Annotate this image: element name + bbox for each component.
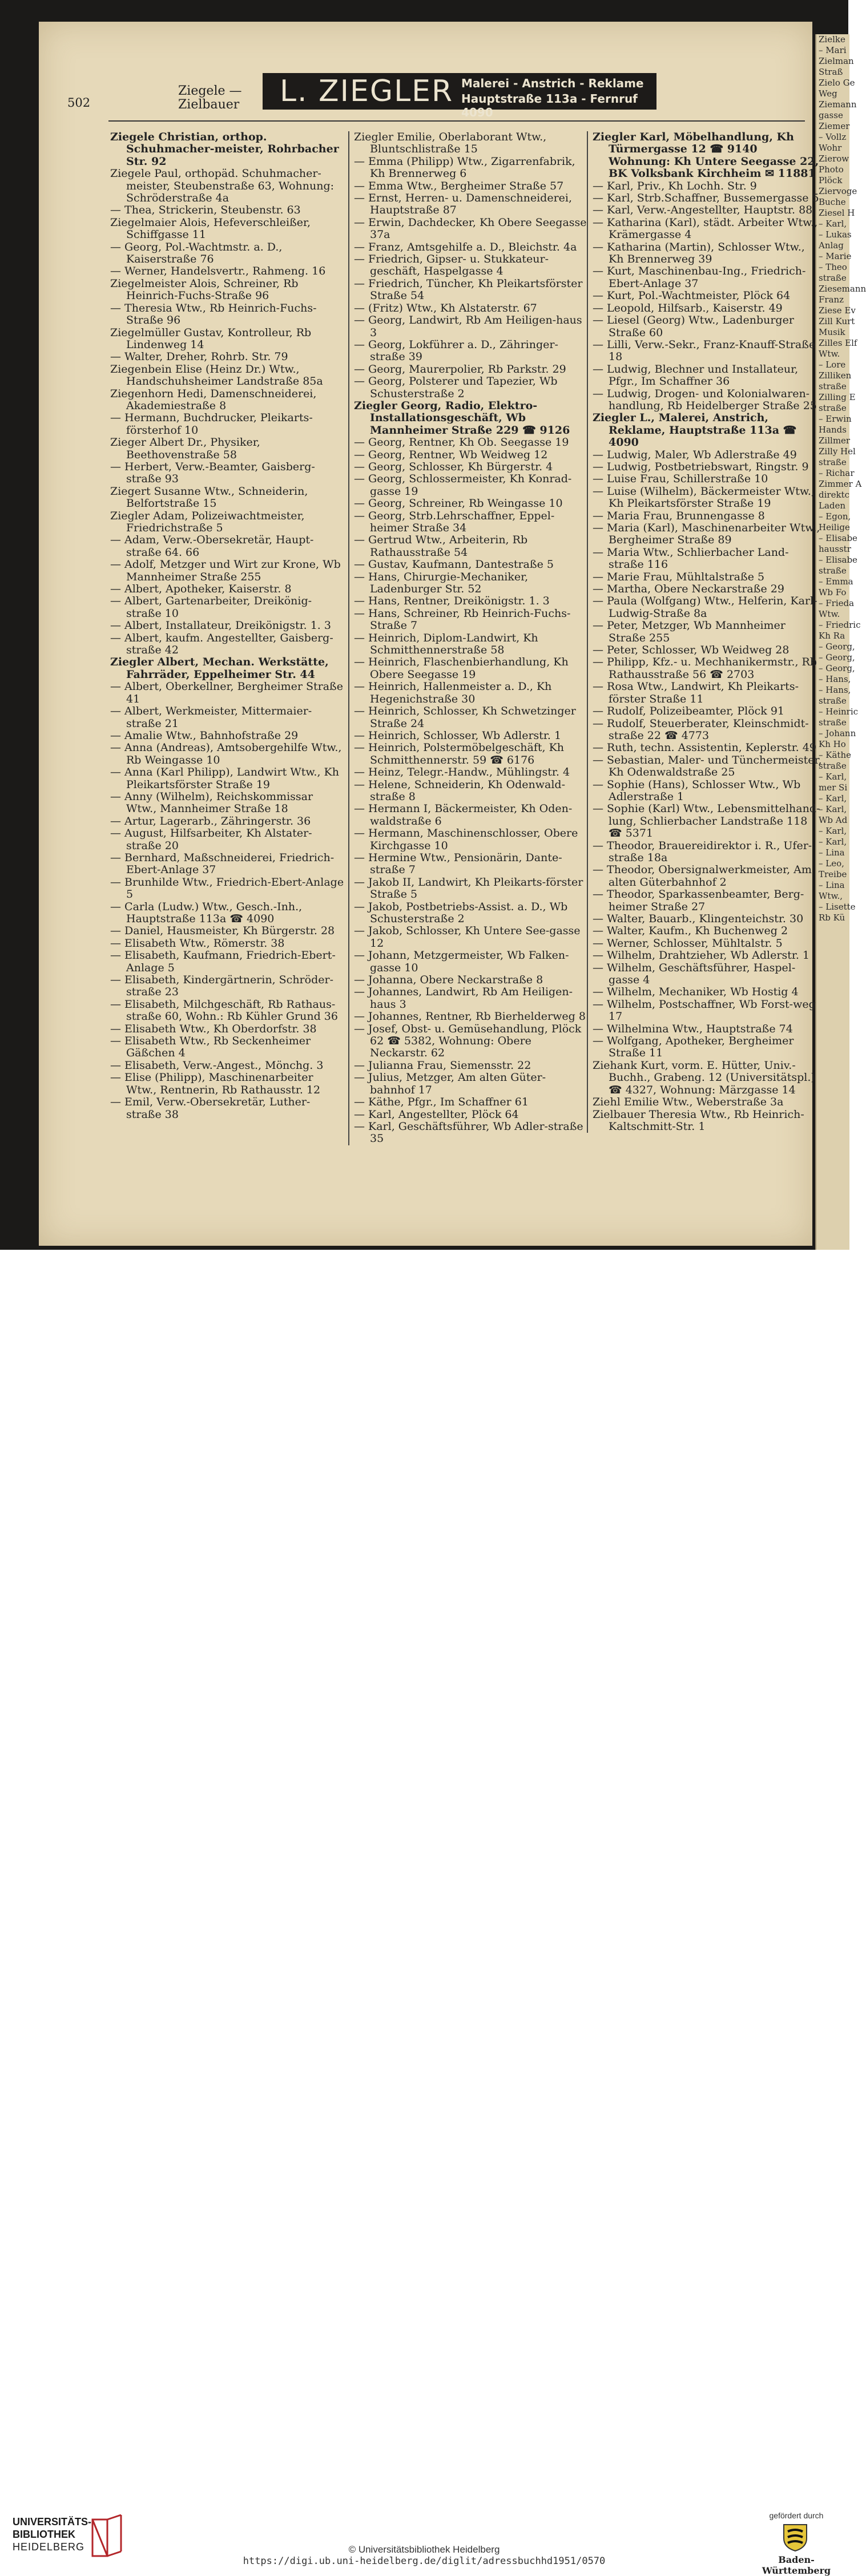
directory-entry: — Georg, Landwirt, Rb Am Heiligen-haus 3 bbox=[354, 314, 582, 339]
directory-entry: — Elisabeth, Verw.-Angest., Mönchg. 3 bbox=[110, 1059, 324, 1072]
next-page-fragment: Ziemann bbox=[819, 99, 857, 110]
directory-entry: — Julianna Frau, Siemensstr. 22 bbox=[354, 1059, 531, 1072]
next-page-fragment: straße bbox=[819, 761, 847, 771]
directory-entry: — Elisabeth Wtw., Rb Seckenheimer Gäßchen 4 bbox=[110, 1035, 311, 1060]
directory-entry: — Heinz, Telegr.-Handw., Mühlingstr. 4 bbox=[354, 766, 570, 779]
next-page-fragment: – Vollz bbox=[819, 132, 847, 142]
directory-entry: — Ruth, techn. Assistentin, Keplerstr. 49 bbox=[593, 741, 816, 754]
directory-entry: — Hermine Wtw., Pensionärin, Dante-straße 7 bbox=[354, 851, 562, 877]
directory-entry: Zielbauer Theresia Wtw., Rb Heinrich-Kaltschmitt-Str. 1 bbox=[593, 1108, 804, 1133]
next-page-fragment: – Lisette bbox=[819, 902, 856, 912]
directory-entry: — Georg, Lokführer a. D., Zähringer-straße 39 bbox=[354, 338, 558, 364]
directory-entry: — Emil, Verw.-Obersekretär, Luther-straße 38 bbox=[110, 1096, 311, 1121]
directory-entry: Ziegenbein Elise (Heinz Dr.) Wtw., Handschuhsheimer Landstraße 85a bbox=[110, 362, 323, 388]
copyright-notice: © Universitätsbibliothek Heidelberg bbox=[348, 2544, 500, 2555]
directory-entry: — Helene, Schneiderin, Kh Odenwald-straße 8 bbox=[354, 778, 566, 803]
next-page-fragment: Zilliken bbox=[819, 370, 852, 381]
directory-entry: — Albert, Werkmeister, Mittermaier-straße 21 bbox=[110, 705, 312, 730]
directory-entry: — Wilhelm, Postschaffner, Wb Forst-weg 17 bbox=[593, 998, 816, 1023]
directory-entry: — Wilhelm, Drahtzieher, Wb Adlerstr. 1 bbox=[593, 949, 810, 962]
footer bbox=[0, 1250, 848, 2576]
directory-entry: — Albert, Apotheker, Kaiserstr. 8 bbox=[110, 583, 292, 596]
library-name-line-3: HEIDELBERG bbox=[13, 2541, 85, 2553]
directory-entry: — Anny (Wilhelm), Reichskommissar Wtw., Mannheimer Straße 18 bbox=[110, 790, 313, 815]
next-page-fragment: Photo bbox=[819, 164, 844, 175]
directory-entry: — Wilhelmina Wtw., Hauptstraße 74 bbox=[593, 1022, 793, 1035]
next-page-fragment: Wb Fo bbox=[819, 587, 847, 597]
ad-address-phone: Hauptstraße 113a - Fernruf 4090 bbox=[461, 92, 638, 119]
directory-entry: — Adolf, Metzger und Wirt zur Krone, Wb Mannheimer Straße 255 bbox=[110, 558, 341, 583]
directory-entry: — Paula (Wolfgang) Wtw., Helferin, Karl-Ludwig-Straße 8a bbox=[593, 595, 817, 620]
column-1 bbox=[110, 131, 344, 1121]
next-page-fragment: – Karl, bbox=[819, 219, 847, 229]
directory-entry: — Theresia Wtw., Rb Heinrich-Fuchs-Straße 96 bbox=[110, 301, 317, 327]
directory-entry: — Kurt, Pol.-Wachtmeister, Plöck 64 bbox=[593, 289, 791, 302]
directory-entry: — Katharina (Martin), Schlosser Wtw., Kh Brennerweg 39 bbox=[593, 240, 805, 266]
next-page-fragment: straße bbox=[819, 381, 847, 391]
directory-entry: — Franz, Amtsgehilfe a. D., Bleichstr. 4a bbox=[354, 240, 577, 253]
next-page-fragment: direktc bbox=[819, 490, 849, 500]
directory-entry: — Wilhelm, Mechaniker, Wb Hostig 4 bbox=[593, 986, 799, 999]
directory-entry: — Rudolf, Steuerberater, Kleinschmidt-straße 22 ☎ 4773 bbox=[593, 717, 809, 742]
directory-entry: — Theodor, Brauereidirektor i. R., Ufer-straße 18a bbox=[593, 839, 812, 864]
directory-entry: — Jakob II, Landwirt, Kh Pleikarts-förster Straße 5 bbox=[354, 875, 583, 901]
next-page-fragment: – Lina bbox=[819, 847, 845, 858]
next-page-fragment: Wtw., bbox=[819, 891, 843, 901]
directory-entry: — Maria (Karl), Maschinenarbeiter Wtw., Bergheimer Straße 89 bbox=[593, 522, 820, 547]
source-url[interactable]: https://digi.ub.uni-heidelberg.de/diglit/adressbuchhd1951/0570 bbox=[243, 2555, 606, 2567]
ad-company-name: L. ZIEGLER bbox=[280, 74, 454, 108]
directory-entry: — Julius, Metzger, Am alten Güter-bahnhof 17 bbox=[354, 1071, 546, 1096]
directory-entry: — Walter, Bauarb., Klingenteichstr. 30 bbox=[593, 912, 804, 925]
next-page-fragment: – Karl, bbox=[819, 793, 847, 804]
directory-entry: — Johanna, Obere Neckarstraße 8 bbox=[354, 974, 543, 987]
directory-entry: — Daniel, Hausmeister, Kh Bürgerstr. 28 bbox=[110, 924, 335, 938]
next-page-fragment: – Richar bbox=[819, 468, 855, 478]
directory-entry: — Hermann, Maschinenschlosser, Obere Kirchgasse 10 bbox=[354, 827, 578, 852]
directory-entry: — Leopold, Hilfsarb., Kaiserstr. 49 bbox=[593, 301, 783, 314]
next-page-fragment: – Hans, bbox=[819, 685, 851, 695]
directory-entry: — Friedrich, Gipser- u. Stukkateur-geschäft, Haspelgasse 4 bbox=[354, 253, 549, 278]
next-page-fragment: Zill Kurt bbox=[819, 316, 855, 326]
next-page-fragment: Straß bbox=[819, 67, 843, 77]
next-page-fragment: Franz bbox=[819, 294, 844, 305]
directory-entry: — Elisabeth Wtw., Römerstr. 38 bbox=[110, 936, 285, 950]
library-name-line-1: UNIVERSITÄTS- bbox=[13, 2516, 92, 2527]
next-page-fragment: Zilles Elf bbox=[819, 338, 857, 348]
directory-entry: — Maria Wtw., Schlierbacher Land-straße 116 bbox=[593, 546, 789, 571]
next-page-fragment: mer Si bbox=[819, 782, 848, 793]
column-3 bbox=[587, 131, 822, 1133]
next-page-fragment: Kh Ho bbox=[819, 739, 846, 749]
directory-entry: — Maria Frau, Brunnengasse 8 bbox=[593, 509, 765, 522]
directory-entry: — Heinrich, Schlosser, Wb Adlerstr. 1 bbox=[354, 729, 562, 742]
next-page-fragment: straße bbox=[819, 566, 847, 576]
directory-entry: — Karl, Verw.-Angestellter, Hauptstr. 88 bbox=[593, 204, 813, 217]
directory-entry: — Karl, Strb.Schaffner, Bussemergasse 5 bbox=[593, 192, 819, 205]
directory-entry: — Herbert, Verw.-Beamter, Gaisberg-straße 93 bbox=[110, 460, 315, 486]
directory-entry: — Elisabeth, Milchgeschäft, Rb Rathaus-straße 60, Wohn.: Rb Kühler Grund 36 bbox=[110, 998, 338, 1023]
next-page-fragment: Rb Kü bbox=[819, 912, 845, 923]
next-page-fragment: straße bbox=[819, 717, 847, 728]
next-page-fragment: Kh Ra bbox=[819, 631, 845, 641]
directory-entry: — Heinrich, Polstermöbelgeschäft, Kh Schmitthennerstr. 59 ☎ 6176 bbox=[354, 741, 565, 766]
directory-entry: Ziegler Albert, Mechan. Werkstätte, Fahrräder, Eppelheimer Str. 44 bbox=[110, 656, 329, 681]
next-page-fragment: Ziese Ev bbox=[819, 305, 856, 316]
directory-entry: — Karl, Geschäftsführer, Wb Adler-straße 35 bbox=[354, 1120, 583, 1145]
next-page-fragment: Zierow bbox=[819, 154, 849, 164]
directory-entry: Zieger Albert Dr., Physiker, Beethovenstraße 58 bbox=[110, 436, 260, 461]
directory-entry: — Gustav, Kaufmann, Dantestraße 5 bbox=[354, 558, 554, 571]
directory-entry: — Bernhard, Maßschneiderei, Friedrich-Ebert-Anlage 37 bbox=[110, 851, 335, 877]
directory-entry: — Friedrich, Tüncher, Kh Pleikartsförster Straße 54 bbox=[354, 277, 583, 302]
directory-entry: — Albert, Installateur, Dreikönigstr. 1. 3 bbox=[110, 619, 331, 632]
directory-entry: — Josef, Obst- u. Gemüsehandlung, Plöck 62 ☎ 5382, Wohnung: Obere Neckarstr. 62 bbox=[354, 1022, 582, 1060]
directory-entry: — Jakob, Schlosser, Kh Untere See-gasse 12 bbox=[354, 924, 581, 950]
directory-entry: — Peter, Schlosser, Wb Weidweg 28 bbox=[593, 644, 790, 657]
next-page-fragment: – Georg, bbox=[819, 652, 855, 663]
directory-entry: — Karl, Angestellter, Plöck 64 bbox=[354, 1108, 519, 1121]
ad-services: Malerei - Anstrich - Reklame bbox=[461, 76, 644, 90]
next-page-fragment: Hands bbox=[819, 425, 847, 435]
next-page-fragment: Zielman bbox=[819, 56, 854, 66]
directory-entry: — Georg, Schlosser, Kh Bürgerstr. 4 bbox=[354, 460, 553, 473]
directory-entry: — Elisabeth, Kaufmann, Friedrich-Ebert-Anlage 5 bbox=[110, 949, 336, 974]
directory-entry: — Georg, Rentner, Kh Ob. Seegasse 19 bbox=[354, 436, 569, 449]
next-page-fragment: Zilly Hel bbox=[819, 446, 856, 457]
next-page-fragment: – Lina bbox=[819, 880, 845, 890]
directory-entry: — Sophie (Karl) Wtw., Lebensmittelhand-lung, Schlierbacher Landstraße 118 ☎ 5371 bbox=[593, 802, 820, 840]
header-rule bbox=[108, 120, 805, 122]
directory-entry: Ziegler Adam, Polizeiwachtmeister, Friedrichstraße 5 bbox=[110, 509, 305, 534]
directory-entry: — Heinrich, Schlosser, Kh Schwetzinger Straße 24 bbox=[354, 705, 576, 730]
page-number: 502 bbox=[67, 96, 91, 110]
next-page-fragment: Plöck bbox=[819, 175, 843, 185]
next-page-fragment: Zielo Ge bbox=[819, 78, 855, 88]
directory-entry: — Peter, Metzger, Wb Mannheimer Straße 255 bbox=[593, 619, 786, 644]
next-page-fragment: – Frieda bbox=[819, 598, 855, 608]
directory-entry: — Jakob, Postbetriebs-Assist. a. D., Wb Schusterstraße 2 bbox=[354, 900, 568, 925]
directory-entry: — Hans, Schreiner, Rb Heinrich-Fuchs-Straße 7 bbox=[354, 607, 571, 632]
directory-entry: — Liesel (Georg) Wtw., Ladenburger Straße 60 bbox=[593, 314, 794, 339]
directory-entry: — Georg, Maurerpolier, Rb Parkstr. 29 bbox=[354, 362, 566, 376]
directory-entry: — Wilhelm, Geschäftsführer, Haspel-gasse 4 bbox=[593, 961, 796, 987]
next-page-fragment: Weg bbox=[819, 88, 837, 99]
next-page-fragment: – Karl, bbox=[819, 826, 847, 836]
directory-entry: Ziegelmaier Alois, Hefeverschleißer, Schiffgasse 11 bbox=[110, 216, 311, 241]
directory-entry: — Heinrich, Hallenmeister a. D., Kh Hegenichstraße 30 bbox=[354, 680, 552, 705]
directory-entry: Ziegele Christian, orthop. Schuhmacher-meister, Rohrbacher Str. 92 bbox=[110, 131, 339, 168]
directory-entry: — Lilli, Verw.-Sekr., Franz-Knauff-Straße 18 bbox=[593, 338, 816, 364]
directory-entry: — Elisabeth, Kindergärtnerin, Schröder-straße 23 bbox=[110, 974, 333, 999]
header-advertisement bbox=[263, 73, 656, 119]
directory-entry: — Amalie Wtw., Bahnhofstraße 29 bbox=[110, 729, 299, 742]
directory-entry: — Emma Wtw., Bergheimer Straße 57 bbox=[354, 179, 564, 192]
directory-entry: — Sebastian, Maler- und Tünchermeister, Kh Odenwaldstraße 25 bbox=[593, 753, 822, 779]
directory-entry: — Werner, Handelsvertr., Rahmeng. 16 bbox=[110, 265, 326, 278]
directory-entry: — Albert, Oberkellner, Bergheimer Straße 41 bbox=[110, 680, 343, 705]
next-page-fragment: – Lukas bbox=[819, 229, 852, 240]
next-page-fragment: – Friedric bbox=[819, 620, 861, 630]
next-page-fragment: Wohr bbox=[819, 143, 842, 153]
next-page-fragment: Zilling E bbox=[819, 392, 856, 402]
directory-entry: — Artur, Lagerarb., Zähringerstr. 36 bbox=[110, 814, 311, 827]
directory-entry: Ziegele Paul, orthopäd. Schuhmacher-meister, Steubenstraße 63, Wohnung: Schröderstraße 4a bbox=[110, 167, 335, 205]
directory-entry: — Theodor, Obersignalwerkmeister, Am alten Güterbahnhof 2 bbox=[593, 863, 812, 889]
directory-entry: — Emma (Philipp) Wtw., Zigarrenfabrik, Kh Brennerweg 6 bbox=[354, 155, 575, 180]
directory-entry: Ziegelmüller Gustav, Kontrolleur, Rb Lindenweg 14 bbox=[110, 326, 312, 351]
next-page-fragment: hausstr bbox=[819, 544, 851, 554]
directory-entry: — Gertrud Wtw., Arbeiterin, Rb Rathausstraße 54 bbox=[354, 534, 528, 559]
directory-entry: Ziegelmeister Alois, Schreiner, Rb Heinrich-Fuchs-Straße 96 bbox=[110, 277, 299, 302]
next-page-fragment: Heilige bbox=[819, 522, 850, 532]
next-page-fragment: Musik bbox=[819, 327, 845, 337]
next-page-fragment: – Georg, bbox=[819, 663, 855, 673]
directory-entry: — Ludwig, Postbetriebswart, Ringstr. 9 bbox=[593, 460, 809, 473]
head-word-first: Ziegele — bbox=[178, 84, 242, 98]
next-page-fragment: gasse bbox=[819, 110, 843, 120]
next-page-fragment: Treibe bbox=[819, 869, 847, 879]
state-crest-icon bbox=[781, 2522, 809, 2552]
next-page-fragment: Anlag bbox=[819, 240, 844, 251]
directory-entry: — Rudolf, Polizeibeamter, Plöck 91 bbox=[593, 705, 785, 718]
directory-entry: — Erwin, Dachdecker, Kh Obere Seegasse 37a bbox=[354, 216, 587, 241]
directory-entry: — Brunhilde Wtw., Friedrich-Ebert-Anlage 5 bbox=[110, 875, 344, 901]
next-page-fragment: Ziemer bbox=[819, 121, 850, 131]
library-name-line-2: BIBLIOTHEK bbox=[13, 2529, 75, 2540]
directory-entry: — August, Hilfsarbeiter, Kh Alstater-straße 20 bbox=[110, 827, 312, 852]
directory-entry: — Walter, Kaufm., Kh Buchenweg 2 bbox=[593, 924, 788, 938]
directory-entry: — Johannes, Rentner, Rb Bierhelderweg 8 bbox=[354, 1010, 586, 1023]
next-page-fragment: Zimmer A bbox=[819, 479, 862, 489]
next-page-fragment: Ziesel H bbox=[819, 208, 855, 218]
directory-entry: — Adam, Verw.-Obersekretär, Haupt-straße 64. 66 bbox=[110, 534, 314, 559]
next-page-fragment: – Emma bbox=[819, 576, 853, 587]
directory-entry: — Johannes, Landwirt, Rb Am Heiligen-haus 3 bbox=[354, 986, 573, 1011]
next-page-fragment: Zillmer bbox=[819, 435, 851, 446]
directory-entry: — Hermann I, Bäckermeister, Kh Oden-waldstraße 6 bbox=[354, 802, 573, 827]
funded-by-label: gefördert durch bbox=[769, 2511, 824, 2520]
next-page-fragment: – Mari bbox=[819, 45, 847, 55]
next-page-fragment: – Leo, bbox=[819, 858, 844, 869]
directory-entry: — Marie Frau, Mühltalstraße 5 bbox=[593, 570, 765, 583]
directory-entry: — Martha, Obere Neckarstraße 29 bbox=[593, 583, 784, 596]
directory-entry: — Philipp, Kfz.- u. Mechhanikermstr., Rb Rathausstraße 56 ☎ 2703 bbox=[593, 656, 817, 681]
head-word-last: Zielbauer bbox=[178, 98, 240, 112]
directory-entry: Ziegert Susanne Wtw., Schneiderin, Belfortstraße 15 bbox=[110, 484, 308, 510]
next-page-fragment: – Erwin bbox=[819, 414, 852, 424]
directory-entry: — (Fritz) Wtw., Kh Alstaterstr. 67 bbox=[354, 301, 537, 314]
directory-entry: — Luise Frau, Schillerstraße 10 bbox=[593, 473, 768, 486]
next-page-fragment: Wtw. bbox=[819, 609, 840, 619]
directory-entry: — Kurt, Maschinenbau-Ing., Friedrich-Ebert-Anlage 37 bbox=[593, 265, 806, 290]
directory-entry: — Anna (Andreas), Amtsobergehilfe Wtw., Rb Weingasse 10 bbox=[110, 741, 342, 766]
next-page-fragment: – Karl, bbox=[819, 804, 847, 814]
directory-entry: — Georg, Pol.-Wachtmstr. a. D., Kaiserstraße 76 bbox=[110, 240, 283, 266]
next-page-fragment: Wb Ad bbox=[819, 815, 848, 825]
directory-entry: — Rosa Wtw., Landwirt, Kh Pleikarts-förster Straße 11 bbox=[593, 680, 799, 705]
next-page-fragment: – Marie bbox=[819, 251, 852, 261]
directory-entry: — Hans, Chirurgie-Mechaniker, Ladenburger Str. 52 bbox=[354, 570, 529, 596]
next-page-fragment: – Hans, bbox=[819, 674, 851, 684]
directory-entry: — Elise (Philipp), Maschinenarbeiter Wtw., Rentnerin, Rb Rathausstr. 12 bbox=[110, 1071, 321, 1096]
next-page-fragment: – Egon, bbox=[819, 511, 851, 522]
next-page-fragment: – Käthe bbox=[819, 750, 851, 760]
state-label: Baden-Württemberg bbox=[762, 2554, 831, 2576]
next-page-fragment: Laden bbox=[819, 500, 846, 511]
next-page-fragment: – Georg, bbox=[819, 641, 855, 652]
directory-entry: — Georg, Schlossermeister, Kh Konrad-gasse 19 bbox=[354, 473, 572, 498]
directory-entry: — Theodor, Sparkassenbeamter, Berg-heimer Straße 27 bbox=[593, 888, 804, 913]
directory-entry: — Albert, Gartenarbeiter, Dreikönig-straße 10 bbox=[110, 595, 312, 620]
directory-entry: — Georg, Polsterer und Tapezier, Wb Schusterstraße 2 bbox=[354, 375, 558, 400]
directory-entry: — Käthe, Pfgr., Im Schaffner 61 bbox=[354, 1096, 529, 1109]
directory-entry: — Wolfgang, Apotheker, Bergheimer Straße 11 bbox=[593, 1035, 794, 1060]
directory-entry: Ziehl Emilie Wtw., Weberstraße 3a bbox=[593, 1096, 784, 1109]
next-page-fragment: – Elisabe bbox=[819, 555, 857, 565]
directory-entry: — Werner, Schlosser, Mühltalstr. 5 bbox=[593, 936, 783, 950]
directory-entry: — Ludwig, Blechner und Installateur, Pfgr., Im Schaffner 36 bbox=[593, 362, 799, 388]
next-page-fragment: – Karl, bbox=[819, 837, 847, 847]
directory-entry: — Sophie (Hans), Schlosser Wtw., Wb Adlerstraße 1 bbox=[593, 778, 801, 803]
next-page-fragment: straße bbox=[819, 696, 847, 706]
directory-entry: — Carla (Ludw.) Wtw., Gesch.-Inh., Hauptstraße 113a ☎ 4090 bbox=[110, 900, 303, 925]
next-page-fragment: – Heinric bbox=[819, 706, 859, 717]
directory-entry: Ziehank Kurt, vorm. E. Hütter, Univ.-Buchh., Grabeng. 12 (Universitätspl.) ☎ 4327, Wohnung: Märzgasse 14 bbox=[593, 1059, 815, 1096]
column-2 bbox=[348, 131, 589, 1145]
directory-entry: — Heinrich, Flaschenbierhandlung, Kh Obere Seegasse 19 bbox=[354, 656, 569, 681]
next-page-fragment: straße bbox=[819, 403, 847, 413]
next-page-fragment: Buche bbox=[819, 197, 846, 207]
directory-entry: — Katharina (Karl), städt. Arbeiter Wtw., Krämergasse 4 bbox=[593, 216, 818, 241]
next-page-fragment: Wtw. bbox=[819, 349, 840, 359]
next-page-fragment: Zielke bbox=[819, 34, 845, 45]
directory-entry: — Ernst, Herren- u. Damenschneiderei, Hauptstraße 87 bbox=[354, 192, 573, 217]
next-page-fragment: – Theo bbox=[819, 262, 847, 272]
directory-entry: — Elisabeth Wtw., Kh Oberdorfstr. 38 bbox=[110, 1022, 317, 1035]
directory-entry: — Georg, Rentner, Wb Weidweg 12 bbox=[354, 448, 548, 461]
directory-entry: — Anna (Karl Philipp), Landwirt Wtw., Kh Pleikartsförster Straße 19 bbox=[110, 766, 339, 791]
directory-entry: Ziegler Georg, Radio, Elektro-Installationsgeschäft, Wb Mannheimer Straße 229 ☎ 9126 bbox=[354, 399, 570, 437]
directory-entry: — Georg, Schreiner, Rb Weingasse 10 bbox=[354, 497, 563, 510]
directory-entry: — Johann, Metzgermeister, Wb Falken-gasse 10 bbox=[354, 949, 569, 974]
directory-entry: — Ludwig, Drogen- und Kolonialwaren-handlung, Rb Heidelberger Straße 25 bbox=[593, 387, 817, 412]
directory-entry: Ziegler Emilie, Oberlaborant Wtw., Bluntschlistraße 15 bbox=[354, 131, 547, 156]
directory-entry: — Luise (Wilhelm), Bäckermeister Wtw., Kh Pleikartsförster Straße 19 bbox=[593, 484, 815, 510]
next-page-fragment: – Elisabe bbox=[819, 533, 857, 543]
next-page-fragment: straße bbox=[819, 273, 847, 283]
directory-entry: — Hermann, Buchdrucker, Pleikarts-försterhof 10 bbox=[110, 411, 313, 437]
directory-entry: — Georg, Strb.Lehrschaffner, Eppel-heimer Straße 34 bbox=[354, 509, 555, 534]
next-page-fragment: Ziesemann bbox=[819, 284, 866, 294]
directory-entry: — Walter, Dreher, Rohrb. Str. 79 bbox=[110, 350, 288, 364]
next-page-fragment: – Johann bbox=[819, 728, 856, 738]
directory-entry: — Ludwig, Maler, Wb Adlerstraße 49 bbox=[593, 448, 797, 461]
directory-entry: — Heinrich, Diplom-Landwirt, Kh Schmitthennerstraße 58 bbox=[354, 631, 538, 657]
directory-entry: Ziegler L., Malerei, Anstrich, Reklame, Hauptstraße 113a ☎ 4090 bbox=[593, 411, 797, 449]
directory-entry: — Thea, Strickerin, Steubenstr. 63 bbox=[110, 204, 301, 217]
next-page-fragment: – Lore bbox=[819, 360, 846, 370]
next-page-fragment: straße bbox=[819, 457, 847, 467]
directory-entry: Ziegenhorn Hedi, Damenschneiderei, Akademiestraße 8 bbox=[110, 387, 317, 412]
directory-entry: — Hans, Rentner, Dreikönigstr. 1. 3 bbox=[354, 595, 550, 608]
directory-entry: — Karl, Priv., Kh Lochh. Str. 9 bbox=[593, 179, 757, 192]
next-page-fragment: – Karl, bbox=[819, 772, 847, 782]
directory-entry: — Albert, kaufm. Angestellter, Gaisberg-straße 42 bbox=[110, 631, 333, 657]
directory-entry: Ziegler Karl, Möbelhandlung, Kh Türmergasse 12 ☎ 9140 Wohnung: Kh Untere Seegasse 22, BK Volksbank Kirchheim ✉ 11881 bbox=[593, 131, 819, 180]
next-page-fragment: Ziervoge bbox=[819, 186, 857, 196]
